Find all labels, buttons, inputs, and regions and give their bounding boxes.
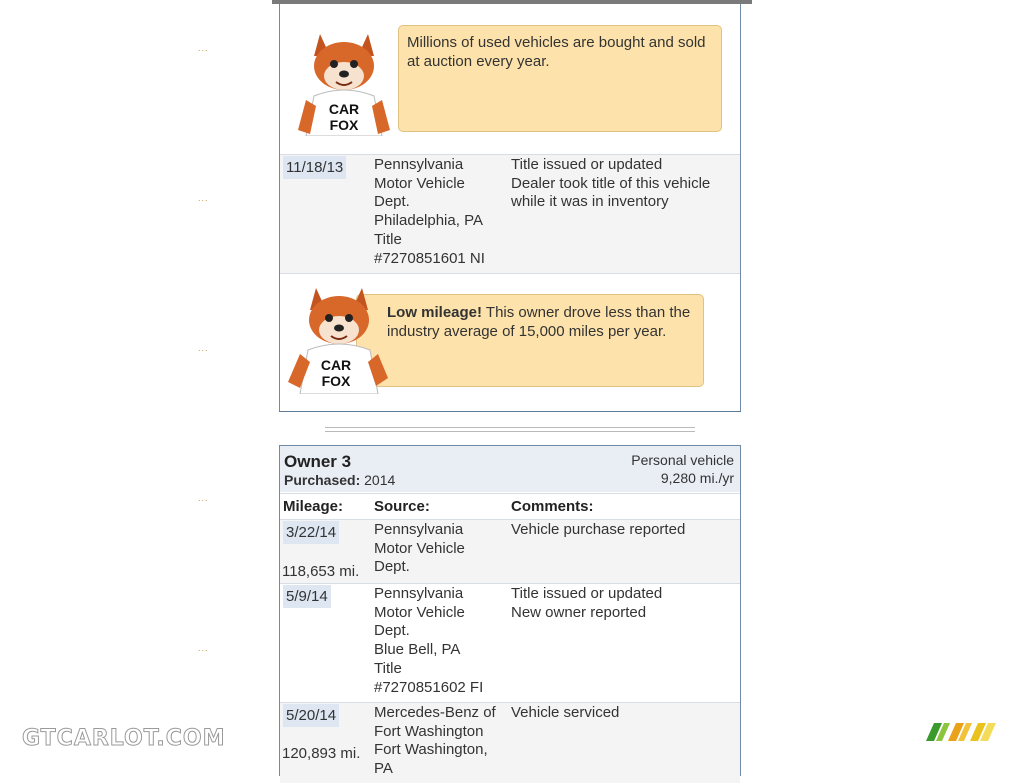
owner-title: Owner 3 xyxy=(284,452,352,471)
carfox-mascot-icon xyxy=(288,282,388,394)
fox-tip-bubble xyxy=(398,25,722,132)
record-comments: Title issued or updated New owner reported xyxy=(511,585,663,621)
col-comments: Comments: xyxy=(511,498,594,515)
svg-text:CAR: CAR xyxy=(328,101,360,117)
history-record-row xyxy=(280,519,740,583)
vehicle-type: Personal vehicle xyxy=(631,452,734,468)
fox-tip-block-low-mileage xyxy=(280,273,740,411)
history-record-row xyxy=(280,154,740,273)
record-date: 11/18/13 xyxy=(283,156,346,179)
dots-marker: ... xyxy=(198,493,209,503)
dots-marker: ... xyxy=(198,343,209,353)
dots-marker: ... xyxy=(198,643,209,653)
owner-purchased xyxy=(284,472,395,488)
svg-text:FOX: FOX xyxy=(321,373,351,389)
record-date: 5/9/14 xyxy=(283,585,331,608)
fox-tip-text xyxy=(387,303,695,341)
owner-vehicle-info xyxy=(631,451,734,487)
section-divider xyxy=(325,427,695,432)
miles-per-year: 9,280 mi./yr xyxy=(660,470,734,486)
col-mileage: Mileage: xyxy=(283,498,344,515)
record-comments: Vehicle purchase reported xyxy=(511,521,686,538)
history-record-row xyxy=(280,583,740,702)
record-source: Mercedes-Benz of Fort Washington Fort Washington, PA xyxy=(374,704,496,778)
svg-text:CAR: CAR xyxy=(320,357,352,373)
purchased-label: Purchased: xyxy=(284,472,361,488)
owner-header xyxy=(280,446,740,492)
record-date: 3/22/14 xyxy=(283,521,339,544)
fox-tip-bubble xyxy=(356,294,704,387)
history-panel-owner-3 xyxy=(279,445,741,776)
gtcarlot-watermark: GTCARLOT.COM xyxy=(22,726,226,751)
svg-text:FOX: FOX xyxy=(329,117,359,133)
history-record-row xyxy=(280,702,740,783)
purchased-value: 2014 xyxy=(364,472,396,488)
record-source: Pennsylvania Motor Vehicle Dept. Blue Bell, PA Title #7270851602 FI xyxy=(374,585,484,696)
fox-tip-block xyxy=(280,4,740,154)
fox-tip-text: Millions of used vehicles are bought and sold at auction every year. xyxy=(407,34,706,70)
record-comments: Vehicle serviced xyxy=(511,704,620,721)
history-panel-previous-owner xyxy=(279,4,741,412)
col-source: Source: xyxy=(374,498,430,515)
record-source: Pennsylvania Motor Vehicle Dept. xyxy=(374,521,465,576)
record-source: Pennsylvania Motor Vehicle Dept. Philadelphia, PA Title #7270851601 NI xyxy=(374,156,485,267)
record-comments: Title issued or updated Dealer took title of this vehicle while it was in inventory xyxy=(511,156,711,211)
dots-marker: ... xyxy=(198,43,209,53)
record-mileage: 120,893 mi. xyxy=(282,745,361,762)
record-mileage: 118,653 mi. xyxy=(282,563,360,580)
carfox-mascot-icon xyxy=(296,26,392,136)
fox-tip-rest: This owner drove less than the industry average of 15,000 miles per year. xyxy=(387,304,691,340)
record-date: 5/20/14 xyxy=(283,704,339,727)
dots-marker: ... xyxy=(198,193,209,203)
stripes-logo-icon xyxy=(920,721,1000,743)
fox-tip-bold: Low mileage! xyxy=(387,304,483,321)
column-headers xyxy=(280,493,740,519)
